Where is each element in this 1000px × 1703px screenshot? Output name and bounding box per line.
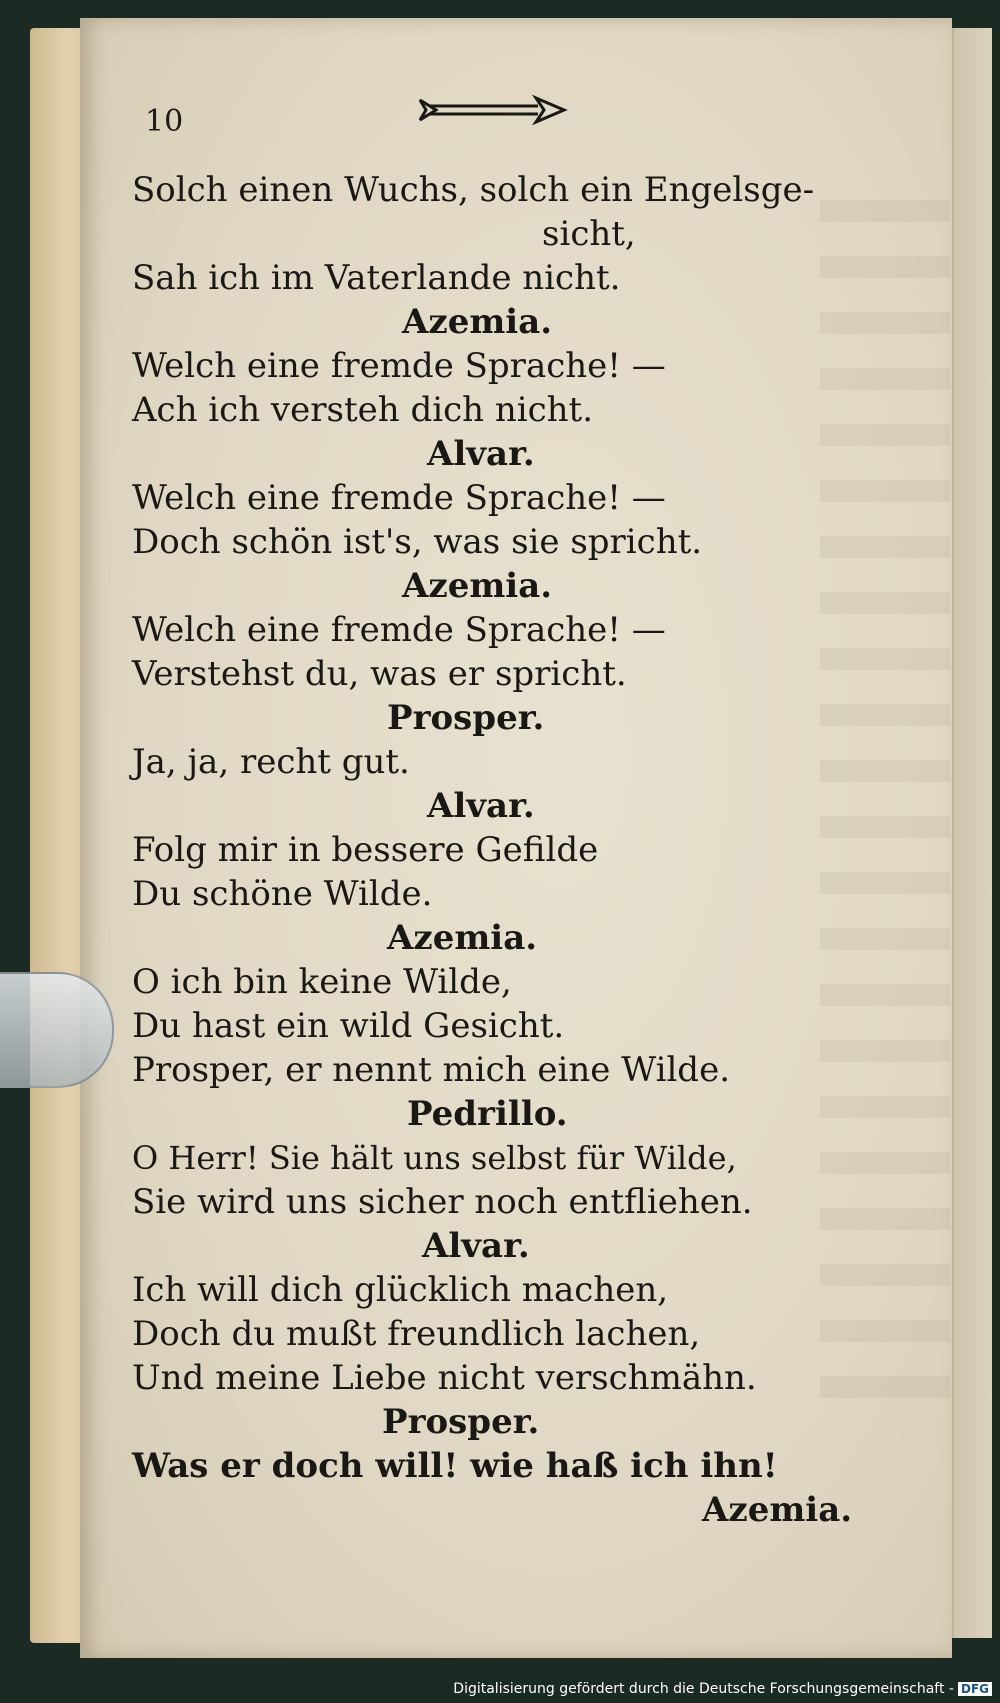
speaker-name: Azemia. (402, 302, 553, 342)
verse-line: Du hast ein wild Gesicht. (132, 1006, 565, 1046)
verse-line: Doch schön ist's, was sie spricht. (132, 522, 703, 562)
verse-line: Sie wird uns sicher noch entfliehen. (132, 1182, 753, 1222)
speaker-name: Prosper. (387, 698, 545, 738)
dfg-logo: DFG (958, 1682, 992, 1696)
show-through-text (820, 200, 950, 1400)
speaker-name: Alvar. (427, 786, 535, 826)
page-number: 10 (145, 104, 184, 139)
verse-line-continuation: sicht, (542, 214, 636, 254)
verse-line: O Herr! Sie hält uns selbst für Wilde, (132, 1139, 737, 1177)
verse-line: Sah ich im Vaterlande nicht. (132, 258, 621, 298)
verse-line: Was er doch will! wie haß ich ihn! (132, 1446, 778, 1486)
verse-line: Ich will dich glücklich machen, (132, 1270, 669, 1310)
next-leaf-edge (952, 28, 992, 1638)
verse-line: Solch einen Wuchs, solch ein Engelsge- (132, 170, 815, 210)
speaker-name: Azemia. (387, 918, 538, 958)
verse-line: O ich bin keine Wilde, (132, 962, 512, 1002)
verse-line: Ach ich versteh dich nicht. (132, 390, 594, 430)
arrow-ornament-icon (418, 92, 568, 128)
speaker-name: Alvar. (427, 434, 535, 474)
page-clip (0, 972, 114, 1088)
verse-line: Welch eine fremde Sprache! — (132, 346, 666, 386)
verse-line: Prosper, er nennt mich eine Wilde. (132, 1050, 731, 1090)
play-text (132, 168, 853, 1532)
verse-line: Verstehst du, was er spricht. (132, 654, 627, 694)
speaker-name: Alvar. (422, 1226, 530, 1266)
verse-line: Welch eine fremde Sprache! — (132, 478, 666, 518)
verse-line: Du schöne Wilde. (132, 874, 433, 914)
credit-text: Digitalisierung gefördert durch die Deutsche Forschungsgemeinschaft - (453, 1681, 954, 1697)
digitization-credit (453, 1681, 992, 1697)
catchword: Azemia. (702, 1490, 853, 1530)
speaker-name: Prosper. (382, 1402, 540, 1442)
verse-line: Welch eine fremde Sprache! — (132, 610, 666, 650)
verse-line: Und meine Liebe nicht verschmähn. (132, 1358, 757, 1398)
speaker-name: Pedrillo. (407, 1094, 568, 1134)
speaker-name: Azemia. (402, 566, 553, 606)
verse-line: Folg mir in bessere Gefilde (132, 830, 599, 870)
verse-line: Doch du mußt freundlich lachen, (132, 1314, 701, 1354)
verse-line: Ja, ja, recht gut. (132, 742, 410, 782)
